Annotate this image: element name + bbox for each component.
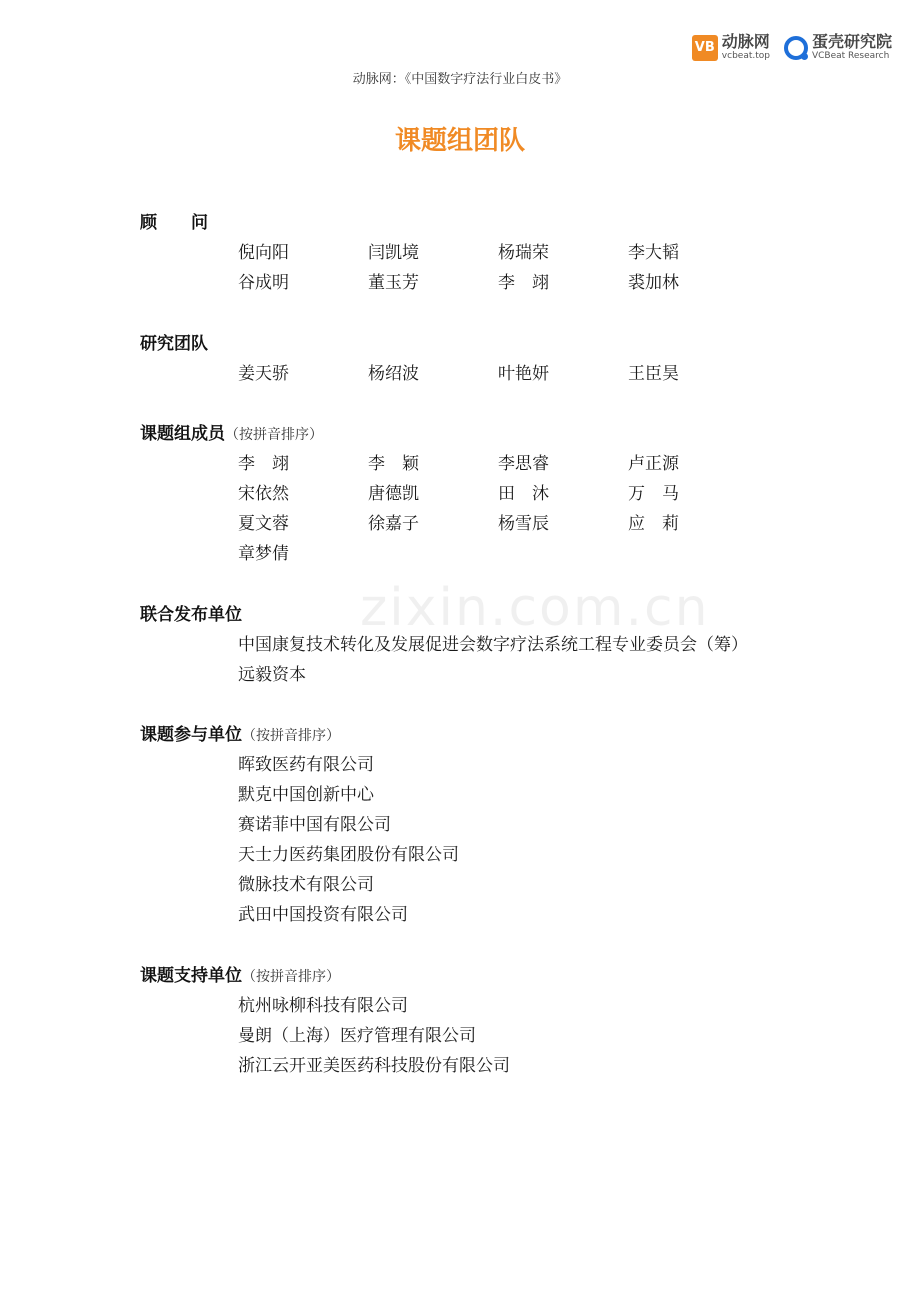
org-item: 远毅资本 [238,665,306,685]
section-research-team [140,329,758,389]
member-name: 万 马 [628,484,679,504]
member-name: 裘加林 [628,273,679,293]
document-subtitle: 动脉网：《中国数字疗法行业白皮书》 [352,72,568,87]
member-name: 谷成明 [238,273,289,293]
research-logo-en: VCBeat Research [811,51,890,61]
org-item: 武田中国投资有限公司 [238,905,408,925]
org-list [238,750,459,930]
vcbeat-logo-en: vcbeat.top [721,51,770,61]
member-name: 叶艳妍 [498,364,549,384]
section-group-members [140,419,758,569]
org-list [238,991,510,1081]
section-heading: 研究团队 [140,334,208,354]
member-name: 应 莉 [628,514,679,534]
member-name: 卢正源 [628,454,679,474]
org-item: 中国康复技术转化及发展促进会数字疗法系统工程专业委员会（筹） [238,635,748,655]
section-heading: 顾 问 [140,213,208,233]
org-item: 晖致医药有限公司 [238,755,374,775]
member-grid [238,238,758,298]
member-grid [238,449,758,569]
member-name: 姜天骄 [238,364,289,384]
section-participants [140,720,459,930]
member-name: 王臣昊 [628,364,679,384]
section-heading: 联合发布单位 [140,605,242,625]
org-item: 微脉技术有限公司 [238,875,374,895]
member-name: 唐德凯 [368,484,419,504]
member-name: 夏文蓉 [238,514,289,534]
org-item: 杭州咏柳科技有限公司 [238,996,408,1016]
sort-note: （按拼音排序） [242,969,340,985]
member-name: 杨雪辰 [498,514,549,534]
vcbeat-logo-icon: VB [692,35,718,61]
member-name: 李大韬 [628,243,679,263]
member-name: 杨瑞荣 [498,243,549,263]
org-item: 浙江云开亚美医药科技股份有限公司 [238,1056,510,1076]
member-name: 徐嘉子 [368,514,419,534]
vcbeat-logo[interactable] [692,34,770,61]
member-name: 李 颖 [368,454,419,474]
member-name: 李 翊 [238,454,289,474]
member-name: 董玉芳 [368,273,419,293]
section-supporters [140,961,510,1081]
sort-note: （按拼音排序） [225,427,323,443]
header-logos [692,34,892,61]
egg-icon [784,36,808,60]
member-name: 杨绍波 [368,364,419,384]
member-name: 田 沐 [498,484,549,504]
section-heading: 课题支持单位（按拼音排序） [140,966,340,986]
member-name: 章梦倩 [238,544,289,564]
vcbeat-logo-cn: 动脉网 [721,32,770,51]
section-heading: 课题参与单位（按拼音排序） [140,725,340,745]
member-name: 李思睿 [498,454,549,474]
sort-note: （按拼音排序） [242,728,340,744]
member-name: 李 翊 [498,273,549,293]
member-name: 倪向阳 [238,243,289,263]
org-item: 曼朗（上海）医疗管理有限公司 [238,1026,476,1046]
watermark: zixin.com.cn [360,578,710,638]
section-publishers [140,600,748,690]
section-heading: 课题组成员（按拼音排序） [140,424,323,444]
org-item: 赛诺菲中国有限公司 [238,815,391,835]
org-item: 天士力医药集团股份有限公司 [238,845,459,865]
vcbeat-research-logo[interactable] [784,34,892,61]
org-item: 默克中国创新中心 [238,785,374,805]
member-name: 宋依然 [238,484,289,504]
page-title: 课题组团队 [394,126,525,156]
member-name: 闫凯境 [368,243,419,263]
member-grid [238,359,758,389]
research-logo-cn: 蛋壳研究院 [811,32,892,51]
org-list [238,630,748,690]
section-advisors [140,208,758,298]
